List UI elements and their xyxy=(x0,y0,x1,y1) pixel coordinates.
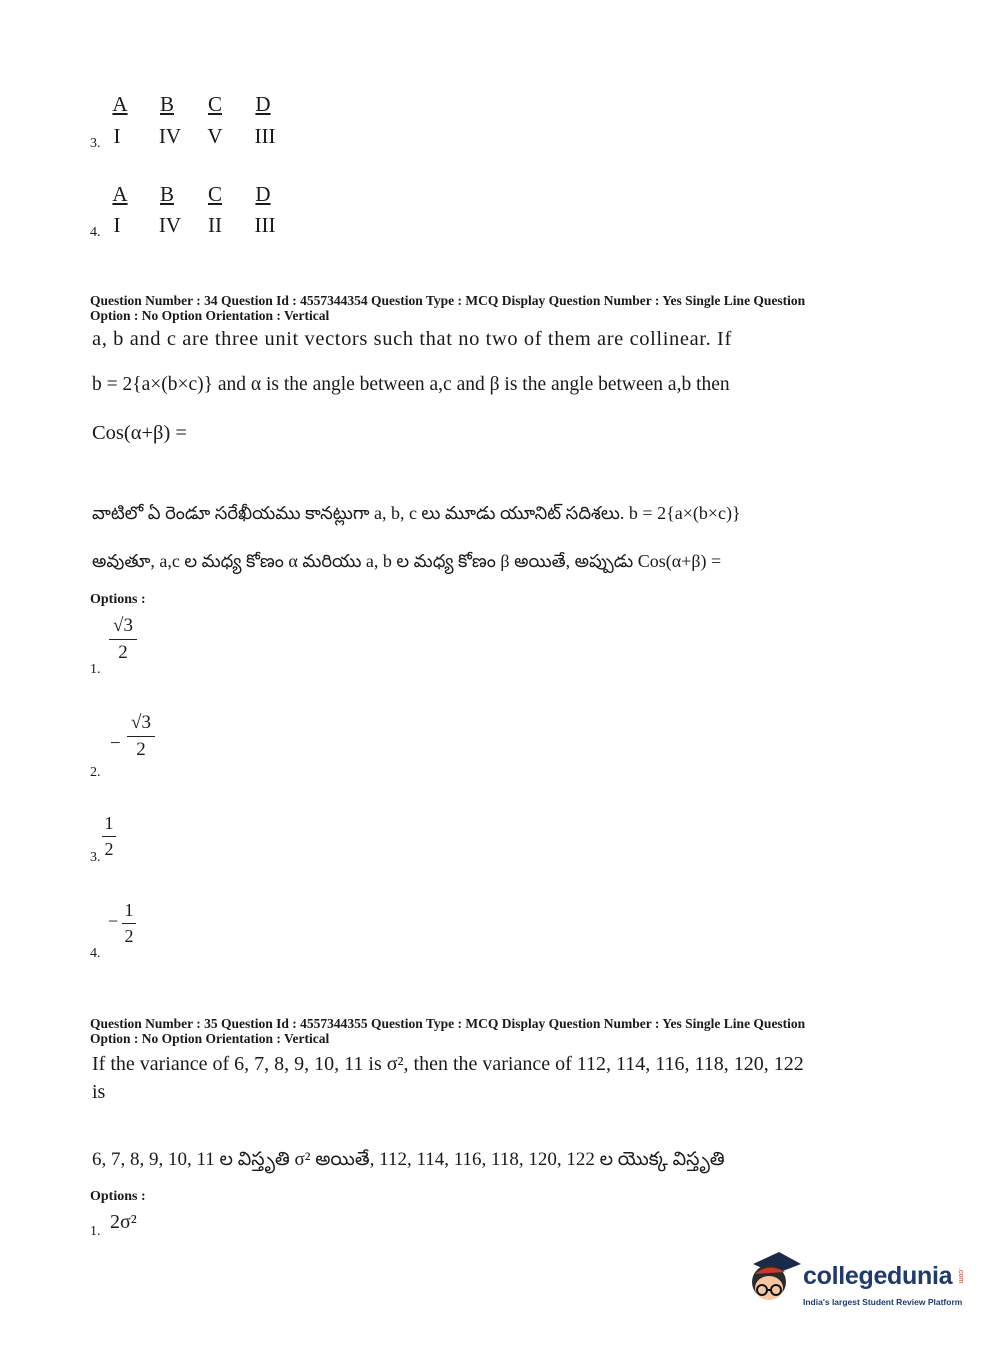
option-1-value[interactable]: 2σ² xyxy=(110,1211,137,1233)
header-d: D xyxy=(255,182,271,206)
header-line-1: Question Number : 35 Question Id : 4557344355 Question Type : MCQ Display Question Number : Yes Single Line Question xyxy=(90,1016,806,1031)
header-a: A xyxy=(112,182,128,206)
fraction-bar xyxy=(109,639,137,640)
q35-english-line-1: If the variance of 6, 7, 8, 9, 10, 11 is σ², then the variance of 112, 114, 116, 118, 120, 122 xyxy=(92,1053,804,1075)
fraction-bar xyxy=(102,836,116,837)
header-b: B xyxy=(159,182,174,206)
option-number: 4. xyxy=(90,946,101,961)
header-a: A xyxy=(112,92,128,116)
question-34-header xyxy=(90,293,805,323)
value-a: I xyxy=(113,213,121,237)
fraction-bar xyxy=(122,923,136,924)
header-line-2: Option : No Option Orientation : Vertical xyxy=(90,308,330,323)
option-2-fraction[interactable] xyxy=(127,712,155,761)
value-d: III xyxy=(254,124,276,148)
value-a: I xyxy=(113,124,121,148)
value-b: IV xyxy=(158,124,182,148)
denominator: 2 xyxy=(124,926,134,946)
option-number: 2. xyxy=(90,765,101,780)
option-1-fraction[interactable] xyxy=(109,615,137,664)
value-c: II xyxy=(208,213,222,237)
header-c: C xyxy=(207,92,222,116)
q34-english-line-2: b = 2{a×(b×c)} and α is the angle between a,c and β is the angle between a,b then xyxy=(92,374,730,395)
q34-telugu-line-1: వాటిలో ఏ రెండూ సరేఖీయము కానట్లుగా a, b, c లు మూడు యూనిట్ సదిశలు. b = 2{a×(b×c)} xyxy=(92,503,741,523)
option-number: 3. xyxy=(90,850,101,865)
q34-telugu-line-2: అవుతూ, a,c ల మధ్య కోణం α మరియు a, b ల మధ్య కోణం β అయితే, అప్పుడు Cos(α+β) = xyxy=(92,551,722,571)
options-label: Options : xyxy=(90,592,146,607)
brand-suffix: .com xyxy=(957,1268,964,1284)
collegedunia-logo xyxy=(745,1250,975,1315)
value-b: IV xyxy=(158,213,182,237)
header-line-2: Option : No Option Orientation : Vertical xyxy=(90,1031,330,1046)
option-number: 1. xyxy=(90,662,101,677)
question-35-header xyxy=(90,1016,805,1046)
option-3-fraction[interactable] xyxy=(102,813,116,860)
option-number: 3. xyxy=(90,136,101,151)
value-c: V xyxy=(207,124,223,148)
denominator: 2 xyxy=(118,642,128,663)
header-line-1: Question Number : 34 Question Id : 4557344354 Question Type : MCQ Display Question Number : Yes Single Line Question xyxy=(90,293,806,308)
option-number: 4. xyxy=(90,225,101,240)
value-d: III xyxy=(254,213,276,237)
denominator: 2 xyxy=(136,739,146,760)
mascot-icon xyxy=(745,1250,801,1310)
numerator: √3 xyxy=(113,615,133,636)
q35-telugu-line-1: 6, 7, 8, 9, 10, 11 ల విస్తృతి σ² అయితే, 112, 114, 116, 118, 120, 122 ల యొక్క విస్తృతి xyxy=(92,1149,725,1170)
option-number: 1. xyxy=(90,1224,101,1239)
minus-sign: − xyxy=(108,911,119,931)
option-4-fraction[interactable] xyxy=(122,900,136,947)
brand-name: collegedunia xyxy=(803,1262,953,1290)
header-c: C xyxy=(207,182,222,206)
options-label: Options : xyxy=(90,1189,146,1204)
header-d: D xyxy=(255,92,271,116)
numerator: 1 xyxy=(124,900,134,920)
numerator: 1 xyxy=(104,813,114,833)
q35-english-line-2: is xyxy=(92,1081,106,1103)
brand-tagline: India's largest Student Review Platform xyxy=(803,1297,963,1307)
numerator: √3 xyxy=(131,712,151,733)
denominator: 2 xyxy=(104,839,114,859)
q34-english-line-3: Cos(α+β) = xyxy=(92,422,187,444)
q34-english-line-1: a, b and c are three unit vectors such that no two of them are collinear. If xyxy=(92,328,732,350)
minus-sign: − xyxy=(110,733,121,754)
fraction-bar xyxy=(127,736,155,737)
header-b: B xyxy=(159,92,174,116)
